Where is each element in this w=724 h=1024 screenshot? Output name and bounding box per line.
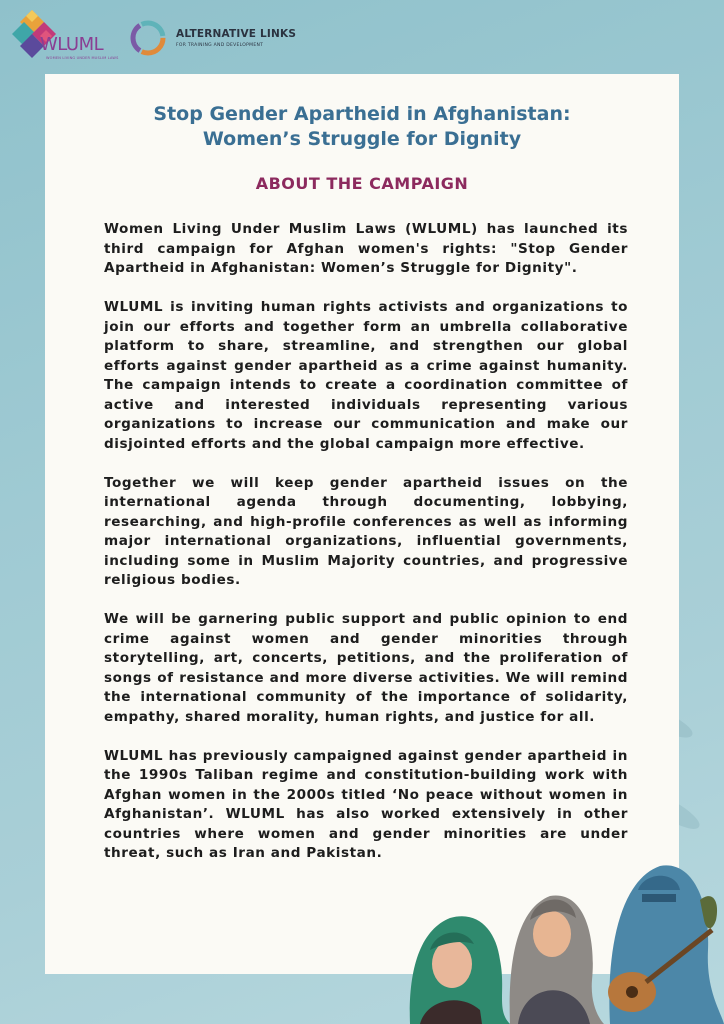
alternative-links-name: ALTERNATIVE LINKS <box>176 28 297 40</box>
afghan-women-illustration <box>400 860 724 1024</box>
paragraph-5: WLUML has previously campaigned against gender apartheid in the 1990s Taliban regime and constitution-building work with Afghan women in the 2000s titled ‘No peace without women in Afghanistan’. WLUML has also worked extensively in other countries where women and gender minorities are under threat, such as Iran and Pakistan. <box>104 747 628 861</box>
content-card <box>45 74 679 974</box>
wluml-logo <box>10 6 120 68</box>
paragraph-3: Together we will keep gender apartheid issues on the international agenda through documenting, lobbying, researching, and high-profile conferences as well as informing major international organizations, influential governments, including some in Muslim Majority countries, and progressive religious bodies. <box>104 474 628 588</box>
paragraph-1: Women Living Under Muslim Laws (WLUML) has launched its third campaign for Afghan women's rights: "Stop Gender Apartheid in Afghanistan: Women’s Struggle for Dignity". <box>104 221 628 276</box>
page-title-line-1: Stop Gender Apartheid in Afghanistan: <box>153 103 571 125</box>
header-logos <box>8 4 328 70</box>
alternative-links-tagline: FOR TRAINING AND DEVELOPMENT <box>176 43 264 48</box>
page-title <box>45 102 679 152</box>
section-heading: ABOUT THE CAMPAIGN <box>255 174 469 193</box>
wluml-logo-subtitle: WOMEN LIVING UNDER MUSLIM LAWS <box>46 56 119 60</box>
wluml-logo-text: WLUML <box>40 34 104 55</box>
alternative-links-logo <box>128 18 328 58</box>
alternative-links-emblem-icon <box>128 18 172 58</box>
page-title-line-2: Women’s Struggle for Dignity <box>202 128 522 150</box>
paragraph-4: We will be garnering public support and public opinion to end crime against women and gender minorities through storytelling, art, concerts, petitions, and the proliferation of songs of resistance and more diverse activities. We will remind the international community of the importance of solidarity, empathy, shared morality, human rights, and justice for all. <box>104 611 628 725</box>
campaign-description <box>104 220 628 883</box>
paragraph-2: WLUML is inviting human rights activists and organizations to join our efforts and together form an umbrella collaborative platform to share, streamline, and strengthen our global efforts against gender apartheid as a crime against humanity. The campaign intends to create a coordination committee of active and interested individuals representing various organizations to increase our communication and make our disjointed efforts and the global campaign more effective. <box>104 299 628 452</box>
